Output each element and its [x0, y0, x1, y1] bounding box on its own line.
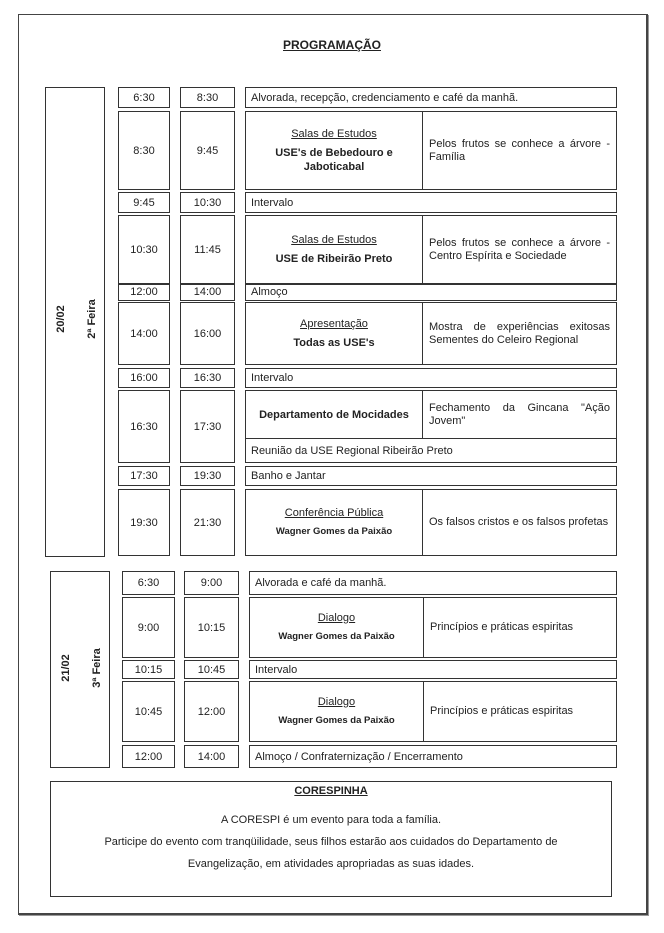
activity-heading: Dialogo — [317, 695, 356, 708]
activity-cell — [246, 216, 423, 284]
start-time: 10:15 — [122, 660, 175, 679]
end-time: 10:15 — [184, 597, 239, 658]
end-time: 12:00 — [184, 681, 239, 742]
start-time: 14:00 — [118, 302, 170, 365]
activity-name: Departamento de Mocidades — [259, 408, 409, 421]
end-time: 17:30 — [180, 390, 235, 463]
start-time: 6:30 — [122, 571, 175, 595]
end-time: 9:45 — [180, 111, 235, 190]
schedule-row-text: Alvorada e café da manhã. — [249, 571, 617, 595]
activity-name: USE's de Bebedouro e Jaboticabal — [275, 146, 393, 173]
activity-name: Wagner Gomes da Paixão — [275, 525, 393, 537]
schedule-row — [245, 215, 617, 285]
schedule-row — [249, 681, 617, 742]
description-text: Pelos frutos se conhece a árvore - Centro Espírita e Sociedade — [429, 237, 610, 262]
activity-description — [424, 598, 616, 657]
end-time: 11:45 — [180, 215, 235, 285]
corespinha-note — [50, 781, 612, 897]
description-text: Mostra de experiências exitosas Sementes do Celeiro Regional — [429, 320, 610, 346]
activity-name: USE de Ribeirão Preto — [275, 253, 393, 265]
note-line: Evangelização, em atividades apropriadas as suas idades. — [187, 858, 475, 870]
schedule-row-extra: Reunião da USE Regional Ribeirão Preto — [245, 439, 617, 463]
start-time: 9:00 — [122, 597, 175, 658]
activity-description — [424, 682, 616, 741]
activity-heading: Conferência Pública — [284, 506, 384, 519]
schedule-row-text: Intervalo — [249, 660, 617, 679]
description-text: Fechamento da Gincana "Ação Jovem" — [429, 401, 610, 427]
start-time: 16:00 — [118, 368, 170, 388]
end-time: 10:30 — [180, 192, 235, 213]
start-time: 12:00 — [118, 283, 170, 301]
end-time: 16:00 — [180, 302, 235, 365]
description-text: Os falsos cristos e os falsos profetas — [429, 516, 609, 528]
page-title: PROGRAMAÇÃO — [283, 38, 381, 52]
activity-cell — [250, 598, 424, 657]
schedule-row — [245, 302, 617, 365]
activity-cell — [250, 682, 424, 741]
note-heading: CORESPINHA — [294, 785, 368, 797]
start-time: 10:30 — [118, 215, 170, 285]
start-time: 6:30 — [118, 87, 170, 108]
start-time: 8:30 — [118, 111, 170, 190]
day2-date: 21/02 — [60, 654, 72, 682]
activity-description — [423, 391, 616, 438]
schedule-row-text: Almoço / Confraternização / Encerramento — [249, 745, 617, 768]
day2-weekday: 3ª Feira — [91, 648, 103, 688]
end-time: 14:00 — [180, 283, 235, 301]
activity-cell — [246, 303, 423, 364]
activity-name: Todas as USE's — [293, 336, 375, 349]
schedule-row-text: Intervalo — [245, 192, 617, 213]
activity-heading: Apresentação — [300, 317, 368, 330]
start-time: 12:00 — [122, 745, 175, 768]
day1-label-box — [45, 87, 105, 557]
schedule-row-text: Intervalo — [245, 368, 617, 388]
activity-cell — [246, 112, 423, 189]
description-text: Pelos frutos se conhece a árvore - Família — [429, 137, 610, 163]
activity-description — [423, 112, 616, 189]
start-time: 17:30 — [118, 466, 170, 486]
start-time: 16:30 — [118, 390, 170, 463]
schedule-row-text: Almoço — [245, 283, 617, 301]
schedule-row — [245, 111, 617, 190]
start-time: 19:30 — [118, 489, 170, 556]
end-time: 21:30 — [180, 489, 235, 556]
activity-heading: Salas de Estudos — [291, 127, 377, 140]
note-line: A CORESPI é um evento para toda a família. — [220, 814, 442, 826]
activity-name: Wagner Gomes da Paixão — [278, 630, 395, 642]
schedule-row — [245, 489, 617, 556]
note-line: Participe do evento com tranqüilidade, seus filhos estarão aos cuidados do Departamento de — [104, 836, 558, 848]
end-time: 16:30 — [180, 368, 235, 388]
end-time: 19:30 — [180, 466, 235, 486]
description-text: Princípios e práticas espiritas — [430, 705, 574, 717]
activity-description — [423, 216, 616, 284]
activity-description — [423, 303, 616, 364]
activity-description — [423, 490, 616, 555]
end-time: 9:00 — [184, 571, 239, 595]
day1-date: 20/02 — [55, 305, 67, 333]
description-text: Princípios e práticas espiritas — [430, 621, 574, 633]
activity-heading: Dialogo — [317, 611, 356, 624]
schedule-row-text: Banho e Jantar — [245, 466, 617, 486]
end-time: 14:00 — [184, 745, 239, 768]
schedule-row-text: Alvorada, recepção, credenciamento e café da manhã. — [245, 87, 617, 108]
day1-weekday: 2ª Feira — [86, 299, 98, 339]
start-time: 9:45 — [118, 192, 170, 213]
activity-cell — [246, 391, 423, 438]
schedule-row — [249, 597, 617, 658]
end-time: 10:45 — [184, 660, 239, 679]
activity-heading: Salas de Estudos — [291, 234, 377, 246]
end-time: 8:30 — [180, 87, 235, 108]
activity-name: Wagner Gomes da Paixão — [278, 714, 395, 726]
day2-label-box — [50, 571, 110, 768]
activity-cell — [246, 490, 423, 555]
start-time: 10:45 — [122, 681, 175, 742]
schedule-row — [245, 390, 617, 439]
